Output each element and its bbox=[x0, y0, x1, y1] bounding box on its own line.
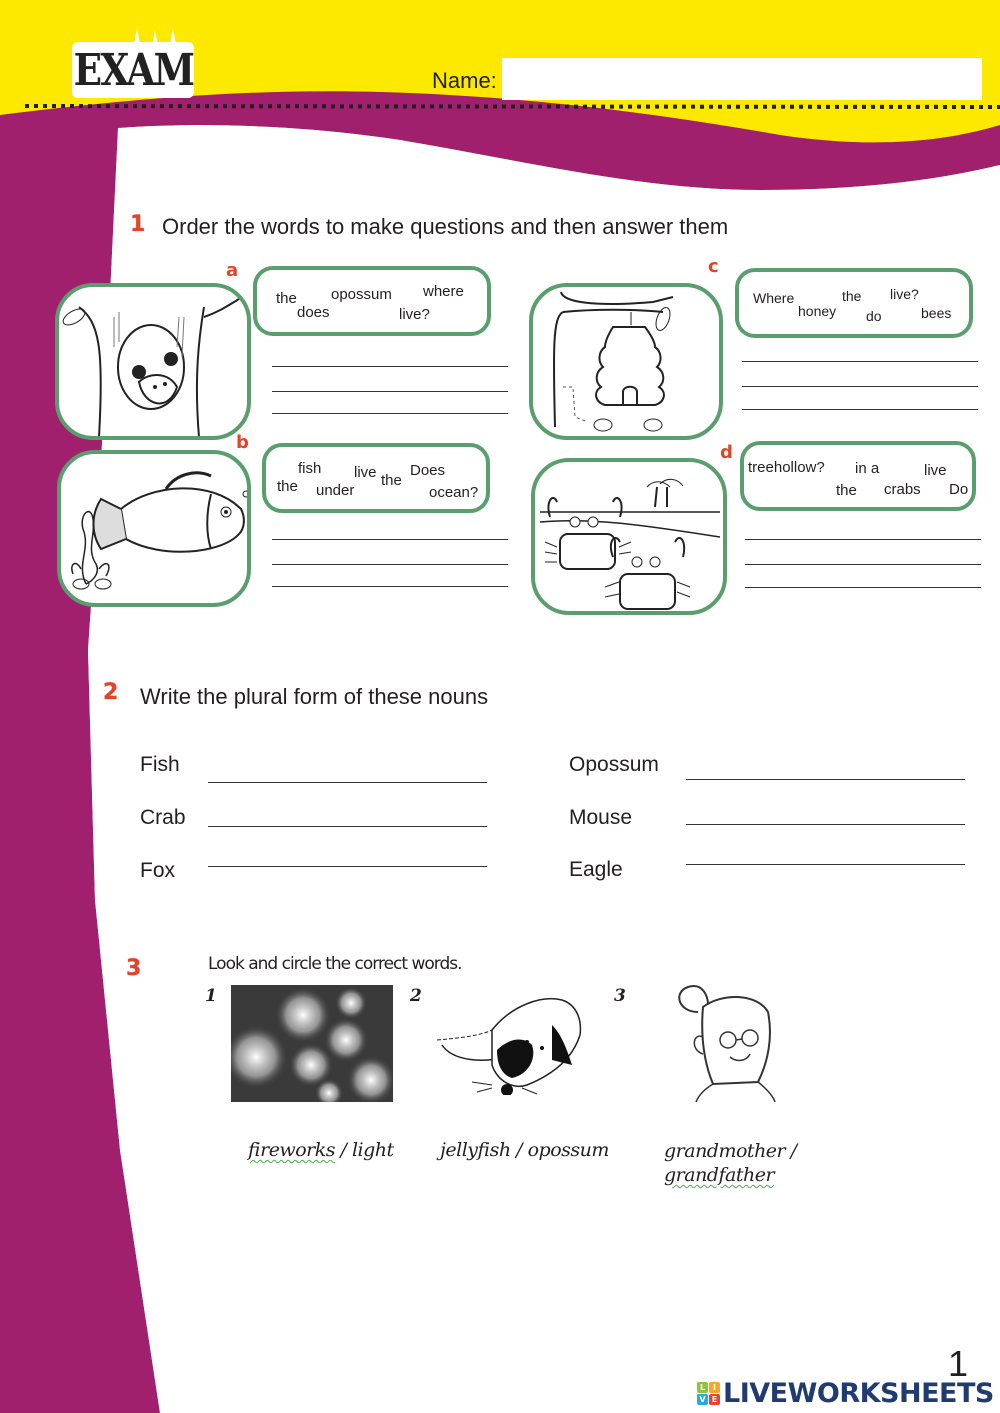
exercise-3-number: 3 bbox=[126, 956, 142, 981]
plural-input-eagle[interactable] bbox=[686, 842, 969, 864]
live-letter-i: I bbox=[709, 1382, 720, 1393]
choice-jellyfish[interactable]: jellyfish bbox=[440, 1139, 511, 1161]
live-letter-v: V bbox=[697, 1394, 708, 1405]
logo-text: EXAM bbox=[73, 44, 193, 96]
picture-number-1: 1 bbox=[205, 986, 217, 1006]
answer-input-c-2[interactable] bbox=[742, 366, 982, 388]
item-c-letter: c bbox=[708, 256, 719, 277]
plural-input-mouse[interactable] bbox=[686, 802, 969, 824]
answer-input-c-1[interactable] bbox=[742, 341, 982, 363]
noun-crab: Crab bbox=[140, 806, 186, 829]
item-d-letter: d bbox=[720, 442, 733, 463]
fireworks-icon bbox=[231, 985, 393, 1102]
answer-line bbox=[686, 779, 965, 780]
word-tile[interactable]: the bbox=[836, 482, 857, 499]
exercise-2-number: 2 bbox=[103, 680, 119, 705]
plural-input-opossum[interactable] bbox=[686, 757, 969, 779]
live-letter-e: E bbox=[709, 1394, 720, 1405]
word-tile[interactable]: where bbox=[423, 283, 464, 300]
word-box-a bbox=[253, 266, 491, 336]
choice-group-3 bbox=[664, 1139, 797, 1187]
live-letter-l: L bbox=[697, 1382, 708, 1393]
live-grid-icon bbox=[697, 1382, 720, 1405]
word-tile[interactable]: the bbox=[277, 478, 298, 495]
word-tile[interactable]: crabs bbox=[884, 481, 921, 498]
word-tile[interactable]: in a bbox=[855, 460, 880, 477]
brand-text: LIVEWORKSHEETS bbox=[723, 1378, 994, 1409]
word-box-d bbox=[740, 441, 976, 511]
word-tile[interactable]: Do bbox=[949, 481, 969, 498]
word-box-c bbox=[735, 268, 973, 338]
crabs-icon bbox=[535, 462, 727, 615]
noun-fish: Fish bbox=[140, 753, 180, 776]
answer-input-d-2[interactable] bbox=[745, 544, 985, 566]
word-tile[interactable]: honey bbox=[798, 303, 837, 319]
word-tile[interactable]: does bbox=[297, 304, 330, 321]
exercise-2-title: Write the plural form of these nouns bbox=[140, 684, 489, 709]
answer-input-b-3[interactable] bbox=[272, 566, 512, 588]
picture-number-2: 2 bbox=[410, 986, 422, 1006]
word-tile[interactable]: the bbox=[842, 288, 862, 304]
answer-input-d-1[interactable] bbox=[745, 519, 985, 541]
word-tile[interactable]: ocean? bbox=[429, 484, 479, 501]
answer-line bbox=[208, 826, 487, 827]
logo-spike bbox=[170, 28, 176, 44]
plural-input-crab[interactable] bbox=[208, 804, 491, 826]
noun-mouse: Mouse bbox=[569, 806, 633, 829]
answer-line bbox=[686, 824, 965, 825]
opossum-drawing-icon bbox=[432, 990, 602, 1095]
grandmother-picture bbox=[668, 982, 783, 1102]
word-tile[interactable]: live? bbox=[890, 286, 919, 302]
exercise-3-title: Look and circle the correct words. bbox=[208, 954, 462, 974]
name-label: Name: bbox=[432, 68, 497, 93]
answer-input-a-3[interactable] bbox=[272, 393, 512, 415]
page-number: 1 bbox=[948, 1343, 969, 1384]
word-tile[interactable]: live bbox=[924, 462, 947, 479]
noun-fox: Fox bbox=[140, 859, 176, 882]
opossum-picture bbox=[55, 283, 251, 440]
word-tile[interactable]: the bbox=[381, 472, 402, 489]
word-tile[interactable]: bees bbox=[921, 305, 952, 321]
word-tile[interactable]: Where bbox=[753, 290, 795, 306]
fireworks-picture bbox=[231, 985, 393, 1102]
plural-input-fox[interactable] bbox=[208, 844, 491, 866]
noun-eagle: Eagle bbox=[569, 858, 623, 881]
choice-opossum[interactable]: opossum bbox=[527, 1139, 609, 1161]
liveworksheets-logo bbox=[697, 1378, 994, 1409]
answer-input-a-2[interactable] bbox=[272, 371, 512, 393]
answer-line bbox=[208, 866, 487, 867]
item-b-letter: b bbox=[236, 432, 249, 453]
grandmother-icon bbox=[668, 982, 783, 1102]
answer-input-a-1[interactable] bbox=[272, 346, 512, 368]
choice-separator: / bbox=[510, 1139, 528, 1161]
word-box-b bbox=[262, 443, 490, 513]
opossum-drawing-picture bbox=[432, 990, 602, 1095]
plural-input-fish[interactable] bbox=[208, 760, 491, 782]
picture-number-3: 3 bbox=[614, 986, 626, 1006]
answer-input-b-1[interactable] bbox=[272, 519, 512, 541]
choice-fireworks[interactable]: fireworks bbox=[248, 1139, 335, 1161]
answer-line bbox=[686, 864, 965, 865]
noun-opossum: Opossum bbox=[569, 753, 659, 776]
answer-input-d-3[interactable] bbox=[745, 567, 985, 589]
crabs-picture bbox=[531, 458, 727, 615]
choice-grandmother[interactable]: grandmother / bbox=[664, 1140, 797, 1162]
word-tile[interactable]: opossum bbox=[331, 286, 392, 303]
word-tile[interactable]: live bbox=[354, 464, 377, 481]
answer-line bbox=[208, 782, 487, 783]
word-tile[interactable]: Does bbox=[410, 462, 446, 479]
logo-spike bbox=[134, 28, 140, 44]
answer-input-b-2[interactable] bbox=[272, 544, 512, 566]
name-input[interactable] bbox=[502, 58, 982, 100]
beehive-icon bbox=[533, 287, 723, 440]
word-tile[interactable]: do bbox=[866, 308, 882, 324]
answer-input-c-3[interactable] bbox=[742, 389, 982, 411]
choice-group-1 bbox=[248, 1139, 394, 1161]
opossum-tree-icon bbox=[59, 287, 251, 440]
choice-separator: / bbox=[334, 1139, 352, 1161]
word-tile[interactable]: the bbox=[276, 290, 297, 307]
choice-light[interactable]: light bbox=[351, 1139, 394, 1161]
exam-logo bbox=[72, 42, 194, 98]
word-tile[interactable]: live? bbox=[399, 306, 430, 323]
word-tile[interactable]: under bbox=[316, 482, 355, 499]
exercise-1-title: Order the words to make questions and then answer them bbox=[162, 214, 729, 239]
choice-grandfather[interactable]: grandfather bbox=[664, 1164, 775, 1186]
item-a-letter: a bbox=[226, 260, 239, 281]
clownfish-icon bbox=[61, 454, 251, 607]
exercise-1-number: 1 bbox=[130, 212, 146, 237]
clownfish-picture bbox=[57, 450, 251, 607]
word-tile[interactable]: fish bbox=[298, 460, 322, 477]
beehive-picture bbox=[529, 283, 723, 440]
choice-group-2 bbox=[440, 1139, 609, 1161]
word-tile[interactable]: treehollow? bbox=[748, 459, 825, 476]
